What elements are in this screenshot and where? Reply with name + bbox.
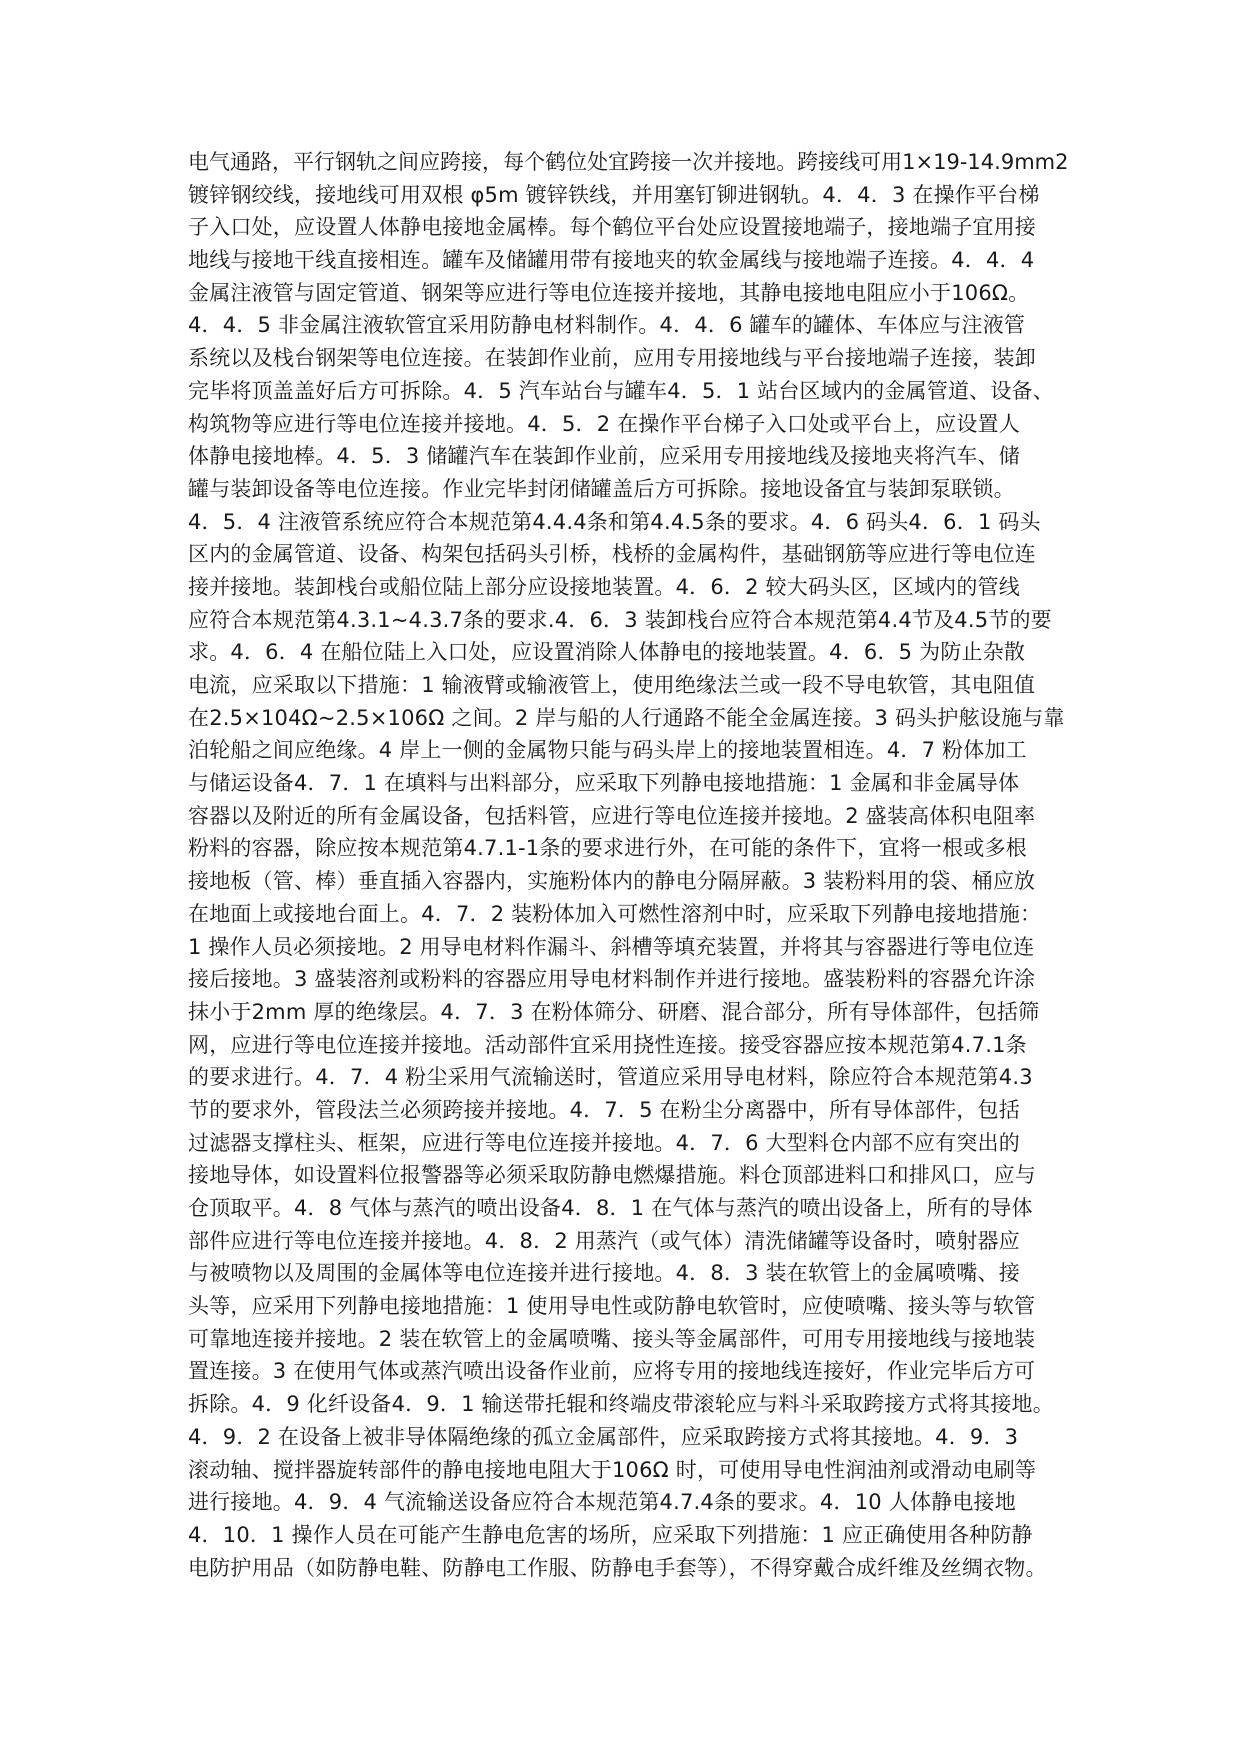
text-line: 4．5．4 注液管系统应符合本规范第4.4.4条和第4.4.5条的要求。4．6 码头4．6．1 码头	[188, 509, 1041, 534]
text-line: 在2.5×104Ω~2.5×106Ω 之间。2 岸与船的人行通路不能全金属连接。3 码头护舷设施与靠	[188, 705, 1065, 730]
text-line: 罐与装卸设备等电位连接。作业完毕封闭储罐盖后方可拆除。接地设备宜与装卸泵联锁。	[188, 476, 1015, 501]
text-line: 地线与接地干线直接相连。罐车及储罐用带有接地夹的软金属线与接地端子连接。4．4．4	[188, 248, 1035, 273]
text-line: 仓顶取平。4．8 气体与蒸汽的喷出设备4．8．1 在气体与蒸汽的喷出设备上，所有的导体	[188, 1196, 1033, 1220]
text-line: 金属注液管与固定管道、钢架等应进行等电位连接并接地，其静电接地电阻应小于106Ω。	[188, 280, 1030, 305]
text-line: 抹小于2mm 厚的绝缘层。4．7．3 在粉体筛分、研磨、混合部分，所有导体部件，包括筛	[188, 999, 1040, 1024]
text-line: 电气通路，平行钢轨之间应跨接，每个鹤位处宜跨接一次并接地。跨接线可用1×19-14.9mm2	[188, 150, 1068, 174]
text-line: 4．9．2 在设备上被非导体隔绝缘的孤立金属部件，应采取跨接方式将其接地。4．9．3	[188, 1424, 1019, 1449]
text-line: 子入口处，应设置人体静电接地金属棒。每个鹤位平台处应设置接地端子，接地端子宜用接	[188, 215, 1036, 240]
text-line: 滚动轴、搅拌器旋转部件的静电接地电阻大于106Ω 时，可使用导电性润油剂或滑动电刷等	[188, 1457, 1037, 1482]
text-line: 4．4．5 非金属注液软管宜采用防静电材料制作。4．4．6 罐车的罐体、车体应与注液管	[188, 313, 1026, 338]
text-line: 区内的金属管道、设备、构架包括码头引桥，栈桥的金属构件，基础钢筋等应进行等电位连	[188, 542, 1036, 567]
text-line: 4．10．1 操作人员在可能产生静电危害的场所，应采取下列措施：1 应正确使用各种防静	[188, 1522, 1033, 1547]
text-line: 完毕将顶盖盖好后方可拆除。4．5 汽车站台与罐车4．5．1 站台区域内的金属管道、设备、	[188, 378, 1054, 403]
text-line: 接地导体，如设置料位报警器等必须采取防静电燃爆措施。料仓顶部进料口和排风口，应与	[188, 1163, 1036, 1188]
text-line: 容器以及附近的所有金属设备，包括料管，应进行等电位连接并接地。2 盛装高体积电阻率	[188, 803, 1036, 828]
text-line: 接地板（管、棒）垂直插入容器内，实施粉体内的静电分隔屏蔽。3 装粉料用的袋、桶应放	[188, 869, 1036, 894]
text-line: 粉料的容器，除应按本规范第4.7.1-1条的要求进行外，在可能的条件下，宜将一根或多根	[188, 836, 1027, 861]
text-line: 泊轮船之间应绝缘。4 岸上一侧的金属物只能与码头岸上的接地装置相连。4．7 粉体加工	[188, 738, 1027, 763]
text-line: 构筑物等应进行等电位连接并接地。4．5．2 在操作平台梯子入口处或平台上，应设置人	[188, 411, 1020, 436]
text-line: 拆除。4．9 化纤设备4．9．1 输送带托辊和终端皮带滚轮应与料斗采取跨接方式将其接地。	[188, 1392, 1054, 1417]
text-line: 过滤器支撑柱头、框架，应进行等电位连接并接地。4．7．6 大型料仓内部不应有突出的	[188, 1130, 1020, 1155]
text-line: 电防护用品（如防静电鞋、防静电工作服、防静电手套等），不得穿戴合成纤维及丝绸衣物。	[188, 1555, 1047, 1580]
text-line: 与被喷物以及周围的金属体等电位连接并进行接地。4．8．3 装在软管上的金属喷嘴、接	[188, 1261, 1020, 1286]
text-line: 电流，应采取以下措施：1 输液臂或输液管上，使用绝缘法兰或一段不导电软管，其电阻值	[188, 673, 1036, 697]
text-line: 在地面上或接地台面上。4．7．2 装粉体加入可燃性溶剂中时，应采取下列静电接地措施：	[188, 901, 1042, 926]
text-line: 系统以及栈台钢架等电位连接。在装卸作业前，应用专用接地线与平台接地端子连接，装卸	[188, 346, 1036, 371]
text-line: 1 操作人员必须接地。2 用导电材料作漏斗、斜槽等填充装置，并将其与容器进行等电位连	[188, 934, 1035, 959]
text-line: 头等，应采用下列静电接地措施：1 使用导电性或防静电软管时，应使喷嘴、接头等与软管	[188, 1294, 1036, 1319]
text-line: 应符合本规范第4.3.1~4.3.7条的要求.4．6．3 装卸栈台应符合本规范第4.4节及4.5节的要	[188, 607, 1052, 632]
text-line: 的要求进行。4．7．4 粉尘采用气流输送时，管道应采用导电材料，除应符合本规范第4.3	[188, 1065, 1033, 1090]
text-line: 求。4．6．4 在船位陆上入口处，应设置消除人体静电的接地装置。4．6．5 为防止杂散	[188, 640, 1026, 665]
body-text	[188, 146, 1068, 1584]
text-line: 部件应进行等电位连接并接地。4．8．2 用蒸汽（或气体）清洗储罐等设备时，喷射器应	[188, 1228, 1020, 1253]
text-line: 置连接。3 在使用气体或蒸汽喷出设备作业前，应将专用的接地线连接好，作业完毕后方可	[188, 1359, 1036, 1384]
text-line: 与储运设备4．7．1 在填料与出料部分，应采取下列静电接地措施：1 金属和非金属导体	[188, 771, 1020, 796]
text-line: 进行接地。4．9．4 气流输送设备应符合本规范第4.7.4条的要求。4．10 人体静电接地	[188, 1490, 1016, 1515]
text-line: 可靠地连接并接地。2 装在软管上的金属喷嘴、接头等金属部件，可用专用接地线与接地装	[188, 1326, 1036, 1351]
text-line: 接并接地。装卸栈台或船位陆上部分应设接地装置。4．6．2 较大码头区，区域内的管线	[188, 574, 1020, 599]
text-line: 镀锌钢绞线，接地线可用双根 φ5m 镀锌铁线，并用塞钉铆进钢轨。4．4．3 在操作平台梯	[188, 182, 1040, 207]
text-line: 接后接地。3 盛装溶剂或粉料的容器应用导电材料制作并进行接地。盛装粉料的容器允许涂	[188, 967, 1036, 992]
text-line: 体静电接地棒。4．5．3 储罐汽车在装卸作业前，应采用专用接地线及接地夹将汽车、储	[188, 444, 1020, 469]
text-line: 节的要求外，管段法兰必须跨接并接地。4．7．5 在粉尘分离器中，所有导体部件，包括	[188, 1097, 1020, 1122]
text-line: 网，应进行等电位连接并接地。活动部件宜采用挠性连接。接受容器应按本规范第4.7.1条	[188, 1032, 1027, 1057]
